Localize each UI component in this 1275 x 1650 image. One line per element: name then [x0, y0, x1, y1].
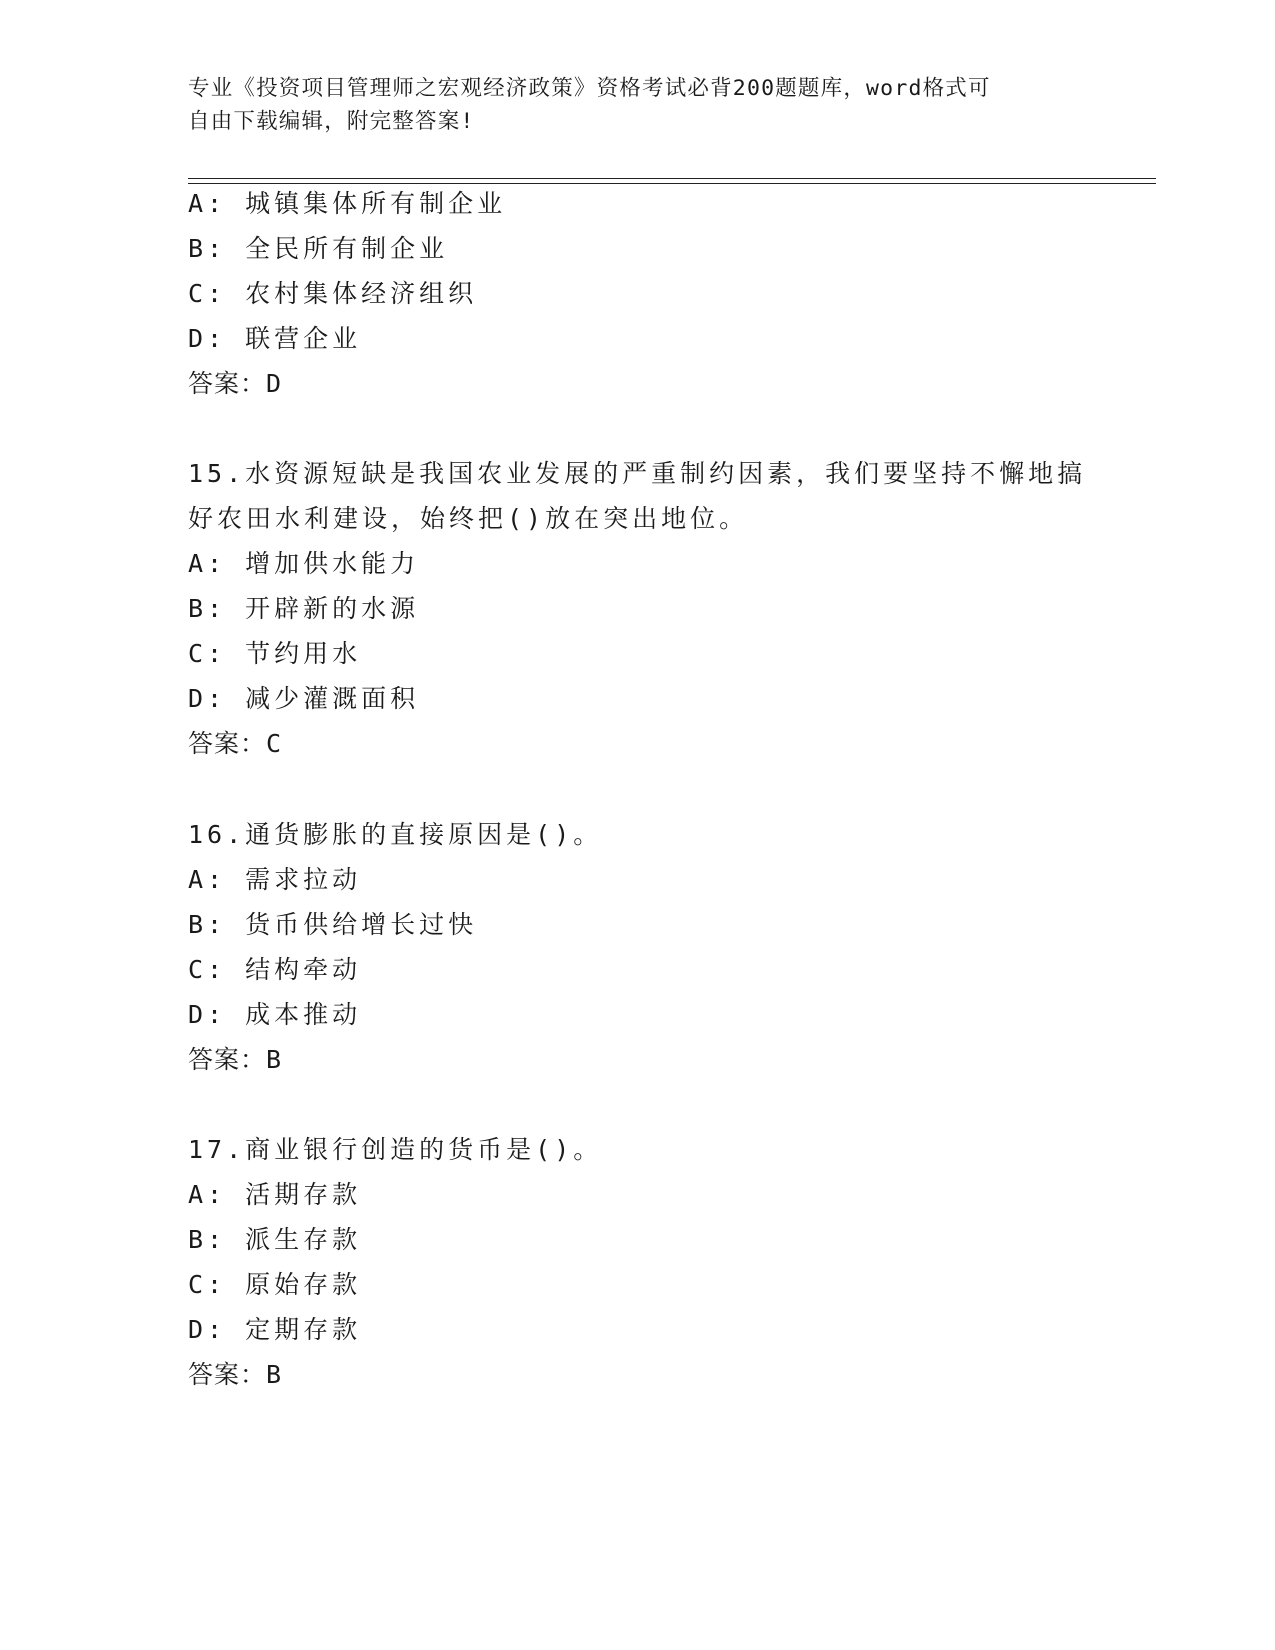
q14-option-c: C: 农村集体经济组织: [188, 279, 478, 308]
header-line-2: 自由下载编辑，附完整答案!: [188, 109, 475, 134]
header-line-1: 专业《投资项目管理师之宏观经济政策》资格考试必背200题题库，word格式可: [188, 76, 991, 101]
q14-option-a: A: 城镇集体所有制企业: [188, 189, 507, 218]
q17-option-b: B: 派生存款: [188, 1225, 362, 1254]
q15-stem-line-1: 15.水资源短缺是我国农业发展的严重制约因素，我们要坚持不懈地搞: [188, 459, 1087, 488]
q15-answer: 答案：C: [188, 729, 283, 758]
q16-option-b: B: 货币供给增长过快: [188, 910, 478, 939]
q16-option-d: D: 成本推动: [188, 1000, 362, 1029]
q15-option-d: D: 减少灌溉面积: [188, 684, 420, 713]
q14-answer: 答案：D: [188, 369, 283, 398]
q17-option-a: A: 活期存款: [188, 1180, 362, 1209]
q17-answer: 答案：B: [188, 1360, 283, 1389]
q16-stem-line-1: 16.通货膨胀的直接原因是()。: [188, 820, 603, 849]
q14-option-d: D: 联营企业: [188, 324, 362, 353]
q15-stem-line-2: 好农田水利建设，始终把()放在突出地位。: [188, 504, 749, 533]
q15-option-c: C: 节约用水: [188, 639, 362, 668]
q14-option-b: B: 全民所有制企业: [188, 234, 449, 263]
q17-option-d: D: 定期存款: [188, 1315, 362, 1344]
header-double-rule: [188, 178, 1156, 184]
q15-option-a: A: 增加供水能力: [188, 549, 420, 578]
q17-option-c: C: 原始存款: [188, 1270, 362, 1299]
q16-option-c: C: 结构牵动: [188, 955, 362, 984]
q16-answer: 答案：B: [188, 1045, 283, 1074]
q16-option-a: A: 需求拉动: [188, 865, 362, 894]
q17-stem-line-1: 17.商业银行创造的货币是()。: [188, 1135, 603, 1164]
q15-option-b: B: 开辟新的水源: [188, 594, 420, 623]
document-header: [188, 72, 1068, 138]
